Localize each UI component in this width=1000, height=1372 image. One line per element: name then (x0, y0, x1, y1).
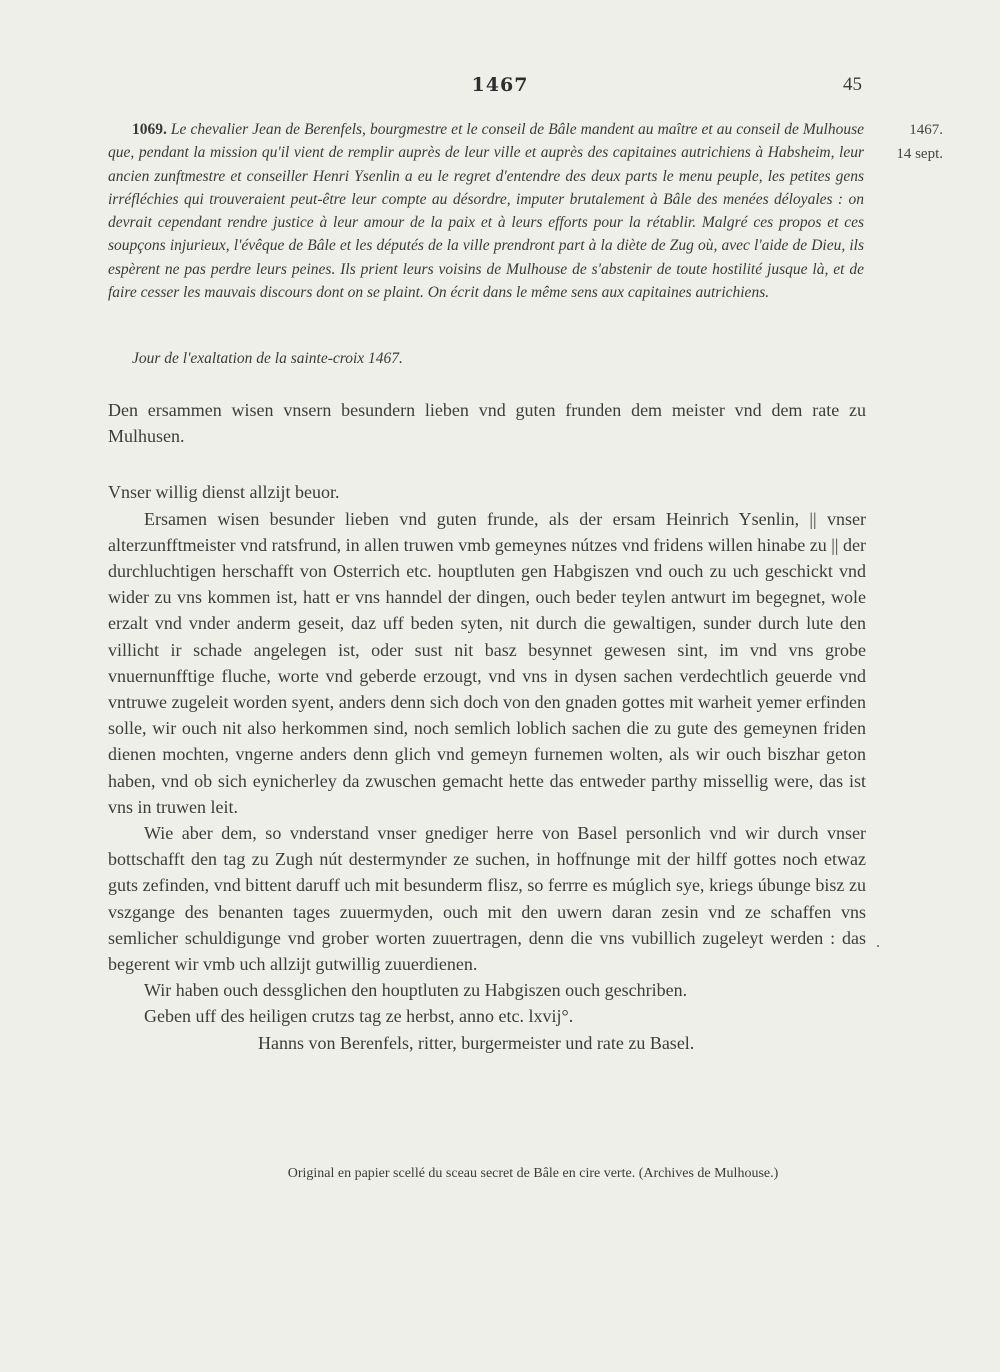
margin-date-note (888, 118, 958, 166)
letter-text (108, 397, 866, 1056)
letter-paragraph-3: Wir haben ouch dessglichen den houptluten zu Habgiszen ouch geschriben. (144, 980, 688, 1001)
margin-day: 14 sept. (896, 146, 943, 162)
letter-dating: Geben uff des heiligen crutzs tag ze herbst, anno etc. lxvij°. (144, 1006, 574, 1027)
letter-paragraph-1: Ersamen wisen besunder lieben vnd guten frunde, als der ersam Heinrich Ysenlin, || vnser alterzunfftmeister vnd ratsfrund, in allen truwen vmb gemeynes nútzes vnd fridens willen hinabe zu || der durchluchtigen herschafft von Osterrich etc. houptluten gen Habgiszen vnd ouch zu uch geschickt vnd wider zu vns kommen ist, hatt er vns hanndel der dingen, ouch beder teylen antwurt im begegnet, wole erzalt vnd vnder anderm geseit, daz uff beden syten, nit durch die gewaltigen, sunder durch lute den villicht ir schade angelegen ist, oder sust nit basz besynnet gewesen sint, im vnd vns grobe vnuernunfftige fluche, worte vnd geberde erzougt, vnd vns in dysen sachen verdechtlich geuerde vnd vntruwe zugeleit worden syent, anders denn sich doch von den gnaden gottes mit warheit yemer erfinden solle, wir ouch nit also herkommen sind, noch semlich loblich sachen die zu gute des gemeynen friden dienen mochten, vngerne anders denn glich vnd gemeyn furnemen wolten, als wir ouch biszhar geton haben, vnd ob sich eynicherley da zwuschen gemacht hette das entweder parthy missellig were, das ist vns in truwen leit. (108, 508, 866, 817)
letter-greeting: Vnser willig dienst allzijt beuor. (108, 482, 340, 503)
letter-address: Den ersammen wisen vnsern besundern lieben vnd guten frunden dem meister vnd dem rate zu Mulhusen. (108, 400, 866, 447)
page-number: 45 (843, 74, 862, 95)
letter-paragraph-2: Wie aber dem, so vnderstand vnser gnediger herre von Basel personlich vnd wir durch vnser bottschafft den tag zu Zugh nút destermynder ze suchen, in hoffnunge mit der hilff gottes noch etwaz guts zefinden, vnd bittent daruff uch mit besunderm flisz, so ferrre es múglich sye, kriegs úbunge bisz zu vszgange des benanten tages zuuermyden, ouch mit den uwern daran zesin vnd ze schaffen vns semlicher schuldigunge vnd grober worten zuuertragen, denn die vns vubillich zugeleyt werden : das begerent wir vmb uch allzijt gutwillig zuuerdienen. (108, 823, 866, 975)
document-number: 1069. (132, 121, 167, 138)
source-note: Original en papier scellé du sceau secret de Bâle en cire verte. (Archives de Mulhouse.) (287, 1166, 779, 1181)
margin-dot: . (876, 934, 880, 951)
running-header-year: 1467 (471, 74, 529, 96)
regest-text: Le chevalier Jean de Berenfels, bourgmestre et le conseil de Bâle mandent au maître et au conseil de Mulhouse que, pendant la mission qu'il vient de remplir auprès de leur ville et auprès des capitaines autrichiens à Habsheim, leur ancien zunftmestre et conseiller Henri Ysenlin a eu le regret d'entendre des deux parts le menu peuple, les petites gens irréfléchies qui trouveraient peut-être leur compte au désordre, imputer brutalement à Bâle des menées déloyales : on devrait cependant rendre justice à leur amour de la paix et à leurs efforts pour la rétablir. Malgré ces propos et ces soupçons injurieux, l'évêque de Bâle et les députés de la ville prendront part à la diète de Zug où, avec l'aide de Dieu, ils espèrent ne pas perdre leurs peines. Ils prient leurs voisins de Mulhouse de s'abstenir de toute hostilité jusque là, et de faire cesser les mauvais discours dont on se plaint. On écrit dans le même sens aux capitaines autrichiens. (108, 121, 864, 302)
letter-signature: Hanns von Berenfels, ritter, burgermeister und rate zu Basel. (258, 1032, 695, 1053)
regest-date-line: Jour de l'exaltation de la sainte-croix 1467. (132, 350, 403, 367)
spacer (108, 449, 866, 479)
margin-year: 1467. (909, 122, 943, 138)
regest-summary (108, 118, 864, 304)
